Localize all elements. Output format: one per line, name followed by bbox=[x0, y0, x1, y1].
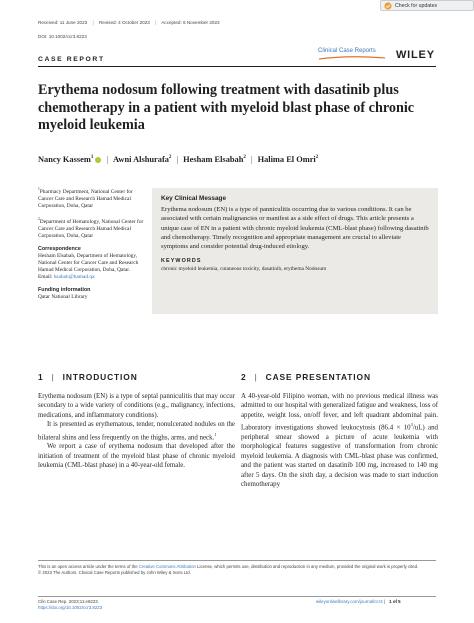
key-clinical-message-title: Key Clinical Message bbox=[161, 195, 227, 202]
affiliation-2: $^2$Department of Hematology, National Center for Cancer Care and Research Hamad Medical Corporation, Doha, Qatar bbox=[38, 216, 144, 239]
header-divider bbox=[38, 66, 436, 67]
revised-date: Revised: 4 October 2023 bbox=[98, 20, 150, 25]
author-name[interactable]: Awni Alshurafa$^2$ bbox=[113, 155, 172, 164]
key-clinical-message-text: Erythema nodosum (EN) is a type of panniculitis occurring due to various conditions. It can be associated with certain malignancies or manifest as a side effect of drugs. This article presents a unique case of EN in a patient with chronic myeloid leukemia (CML-blast phase) following dasatinib and chemotherapy. Timely recognition and appropriate management are crucial to alleviate symptoms and consider potential drug-induced etiology. bbox=[161, 206, 429, 251]
accepted-date: Accepted: 6 November 2023 bbox=[161, 20, 220, 25]
paragraph: Erythema nodosum (EN) is a type of septal panniculitis that may occur secondary to a wide variety of conditions (e.g., malignancy, infections, medications, and inflammatory conditions). bbox=[38, 393, 235, 419]
page-footer-divider bbox=[38, 596, 436, 597]
author-name[interactable]: Hesham Elsabah$^2$ bbox=[183, 155, 246, 164]
funding bbox=[38, 287, 148, 301]
page-footer: wileyonlinelibrary.com/journal/ccr3 | 1 of 5 bbox=[316, 599, 401, 604]
keywords-heading: KEYWORDS bbox=[161, 258, 202, 265]
date-separator: | bbox=[155, 20, 157, 25]
date-separator: | bbox=[92, 20, 94, 25]
keywords-list: chronic myeloid leukemia, cutaneous toxicity, dasatinib, erythema Nodosum bbox=[161, 266, 327, 273]
affiliations-column bbox=[38, 186, 148, 307]
received-date: Received: 11 June 2023 bbox=[38, 20, 88, 25]
orcid-icon[interactable] bbox=[95, 157, 101, 163]
email-label: Email: bbox=[38, 273, 53, 280]
journal-name[interactable]: Clinical Case Reports bbox=[318, 48, 376, 54]
author-separator: | bbox=[176, 155, 179, 164]
creative-commons-link[interactable]: Creative Commons Attribution bbox=[138, 564, 196, 569]
copyright-line: © 2023 The Authors. Clinical Case Reports published by John Wiley & Sons Ltd. bbox=[38, 569, 191, 575]
article-type-label: CASE REPORT bbox=[38, 56, 105, 63]
paragraph: It is presented as erythematous, tender, nonulcerated nodules on the bilateral shins and less frequently on the thighs, arms, and neck.$^1$ bbox=[38, 421, 235, 441]
funding-text: Qatar National Library bbox=[38, 293, 88, 300]
correspondence-heading: Correspondence bbox=[38, 245, 81, 252]
author-list bbox=[38, 155, 448, 164]
check-updates-icon bbox=[384, 2, 392, 10]
publisher-logo: WILEY bbox=[396, 49, 435, 61]
journal-logo-swoosh-icon bbox=[318, 55, 386, 61]
citation-link[interactable]: 1 bbox=[214, 431, 217, 437]
correspondence-text: Hesham Elsabah, Department of Hematology, National Center for Cancer Care and Research Hamad Medical Corporation, Doha, Qatar. bbox=[38, 252, 139, 273]
article-dates bbox=[38, 20, 438, 25]
article-title: Erythema nodosum following treatment with dasatinib plus chemotherapy in a patient with myeloid blast phase of chronic myeloid leukemia bbox=[38, 82, 415, 134]
funding-heading: Funding information bbox=[38, 286, 91, 293]
paragraph: We report a case of erythema nodosum that developed after the initiation of treatment of the myeloid blast phase of chronic myeloid leukemia (CML-blast phase) in a 40-year-old female. bbox=[38, 443, 235, 470]
paragraph: A 40-year-old Filipino woman, with no previous medical illness was admitted to our hospital with generalized fatigue and weakness, loss of appetite, weight loss, on/off fever, and left quadrant abdominal pain. Laboratory investigations showed leukocytosis $(86.4 \times 10^3/uL)$ and peripheral smear showed a picture of acute leukemia with morphological features suggestive of transformation from chronic myeloid leukemia. A diagnosis with CML-blast phase was confirmed, and the patient was started on dasatinib 100 mg, increased to 140 mg after 5 days. On the sixth day, a decision was made to start induction chemotherapy bbox=[241, 393, 438, 488]
journal-citation: Clin Case Rep. 2023;11:e8223. bbox=[38, 599, 99, 604]
article-doi: DOI: 10.1002/ccr3.8223 bbox=[38, 34, 87, 39]
case-presentation-body bbox=[241, 392, 438, 489]
doi-link[interactable]: https://doi.org/10.1002/ccr3.8223 bbox=[38, 605, 103, 610]
section-heading-introduction: 1 | INTRODUCTION bbox=[38, 372, 138, 382]
journal-site-link[interactable]: wileyonlinelibrary.com/journal/ccr3 bbox=[316, 599, 383, 604]
author-name[interactable]: Nancy Kassem$^1$ bbox=[38, 155, 101, 164]
email-link[interactable]: hsabah@hamad.qa bbox=[53, 273, 95, 280]
check-for-updates-button[interactable] bbox=[380, 0, 474, 11]
section-heading-case-presentation: 2 | CASE PRESENTATION bbox=[241, 372, 371, 382]
author-separator: | bbox=[250, 155, 253, 164]
affiliation-1: $^1$Pharmacy Department, National Center for Cancer Care and Research Hamad Medical Corporation, Doha, Qatar bbox=[38, 187, 133, 209]
page-number: 1 of 5 bbox=[389, 599, 401, 604]
correspondence bbox=[38, 246, 148, 281]
license-footnote: This is an open access article under the terms of the Creative Commons Attribution License, which permits use, distribution and reproduction in any medium, provided the original work is properly cited. © 2023 The Authors. Clinical Case Reports published by John Wiley & Sons Ltd. bbox=[38, 564, 438, 576]
footnote-divider bbox=[38, 560, 436, 561]
author-separator: | bbox=[106, 155, 108, 164]
check-for-updates-label: Check for updates bbox=[395, 2, 438, 9]
introduction-body bbox=[38, 392, 235, 471]
author-name[interactable]: Halima El Omri$^2$ bbox=[257, 155, 319, 164]
key-clinical-message-box bbox=[152, 188, 438, 314]
citation-info bbox=[38, 599, 102, 611]
